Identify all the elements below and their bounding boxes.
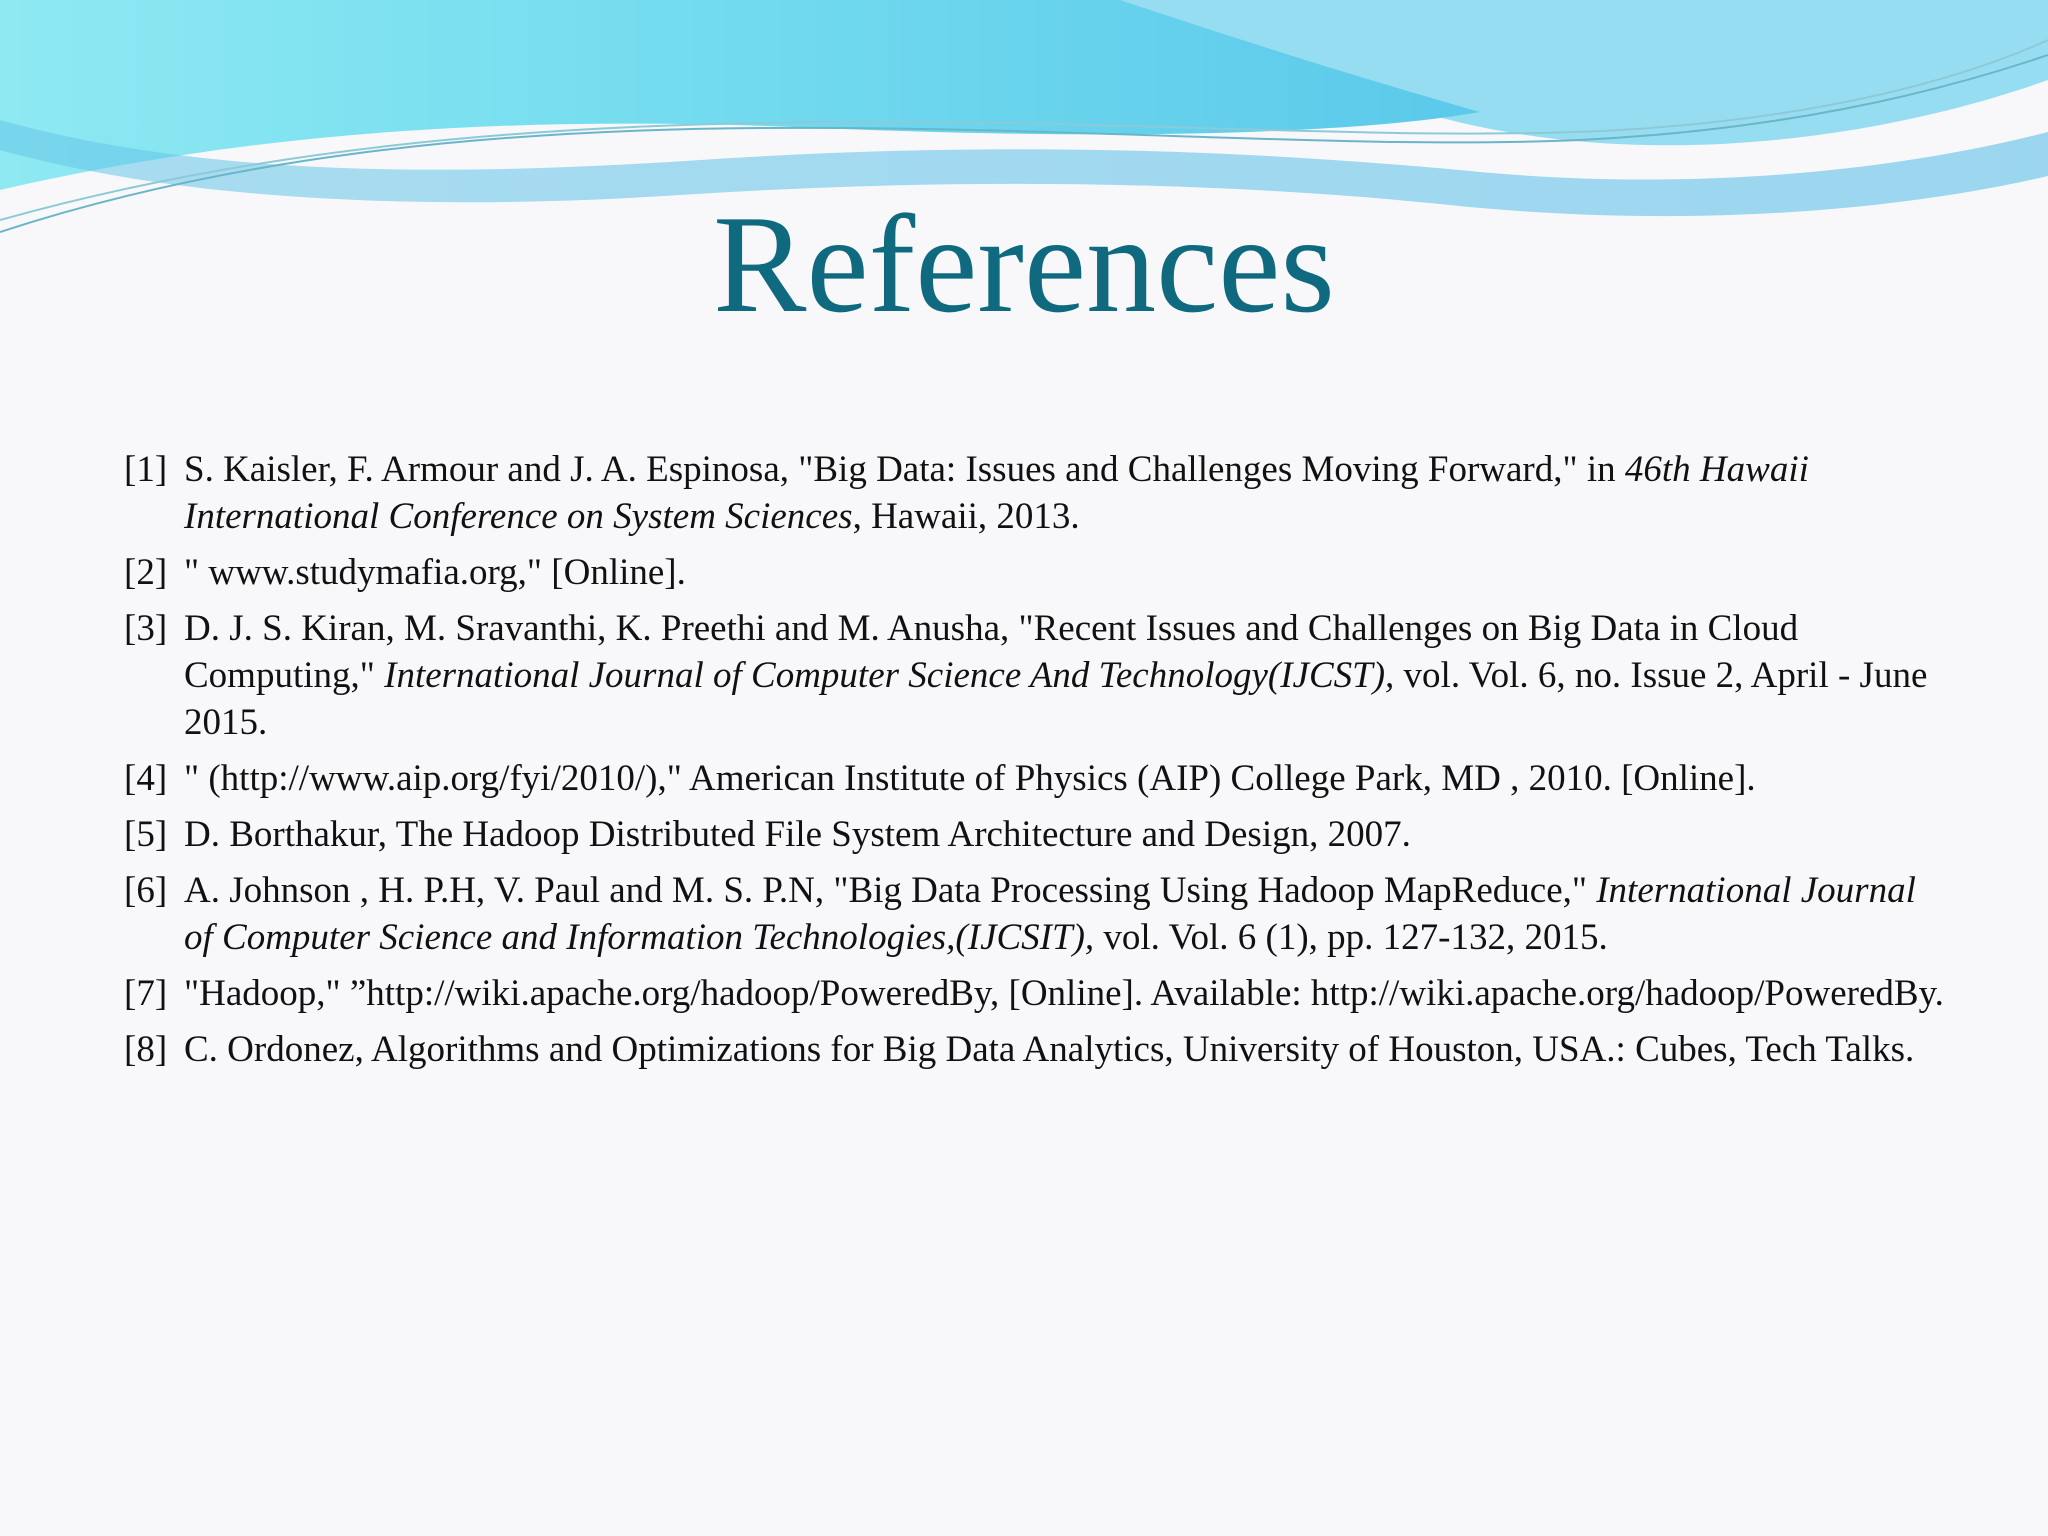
reference-text-plain: C. Ordonez, Algorithms and Optimizations for Big Data Analytics, University of Houston, USA.: Cubes, Tech Talks. [184,1029,1915,1070]
reference-text [184,870,1916,958]
reference-item [124,605,1944,746]
reference-text-italic: 46th Hawaii International Conference on System Sciences [184,449,1809,537]
reference-text-tail: vol. Vol. 6, no. Issue 2, April - June 2015. [184,655,1928,743]
page-title: References [713,187,1335,342]
reference-text [184,449,1809,537]
reference-text-plain: D. Borthakur, The Hadoop Distributed File System Architecture and Design, 2007. [184,814,1411,855]
reference-text-plain: "Hadoop," ”http://wiki.apache.org/hadoop/PoweredBy, [Online]. Available: http://wiki.apache.org/hadoop/PoweredBy. [184,973,1944,1014]
reference-item [124,755,1944,802]
reference-text-plain: S. Kaisler, F. Armour and J. A. Espinosa, "Big Data: Issues and Challenges Moving Forward," in [184,449,1625,490]
reference-text-italic: International Journal of Computer Science and Information Technologies,(IJCSIT), [184,870,1916,958]
reference-text [184,552,686,593]
reference-text-plain: " www.studymafia.org," [Online]. [184,552,686,593]
reference-item [124,549,1944,596]
reference-text-italic: International Journal of Computer Science And Technology(IJCST), [384,655,1395,696]
reference-text [184,1029,1914,1070]
reference-text [184,758,1756,799]
reference-number: [1] [124,449,168,490]
reference-item [124,1026,1944,1073]
reference-number: [8] [124,1029,168,1070]
reference-number: [2] [124,552,168,593]
reference-text-tail: vol. Vol. 6 (1), pp. 127-132, 2015. [1094,917,1608,958]
reference-item [124,446,1944,540]
reference-item [124,811,1944,858]
reference-text [184,608,1927,743]
reference-number: [3] [124,608,168,649]
reference-text-plain: D. J. S. Kiran, M. Sravanthi, K. Preethi and M. Anusha, "Recent Issues and Challenges on Big Data in Cloud Computing," [184,608,1799,696]
reference-number: [6] [124,870,168,911]
reference-text-plain: A. Johnson , H. P.H, V. Paul and M. S. P.N, "Big Data Processing Using Hadoop MapReduce," [184,870,1597,911]
reference-text [184,973,1944,1014]
reference-text [184,814,1411,855]
reference-number: [4] [124,758,168,799]
reference-item [124,867,1944,961]
reference-number: [7] [124,973,168,1014]
reference-text-plain: " (http://www.aip.org/fyi/2010/)," American Institute of Physics (AIP) College Park, MD , 2010. [Online]. [184,758,1756,799]
reference-number: [5] [124,814,168,855]
reference-text-tail: , Hawaii, 2013. [852,496,1080,537]
reference-item [124,970,1944,1017]
references-list [124,446,1944,1082]
